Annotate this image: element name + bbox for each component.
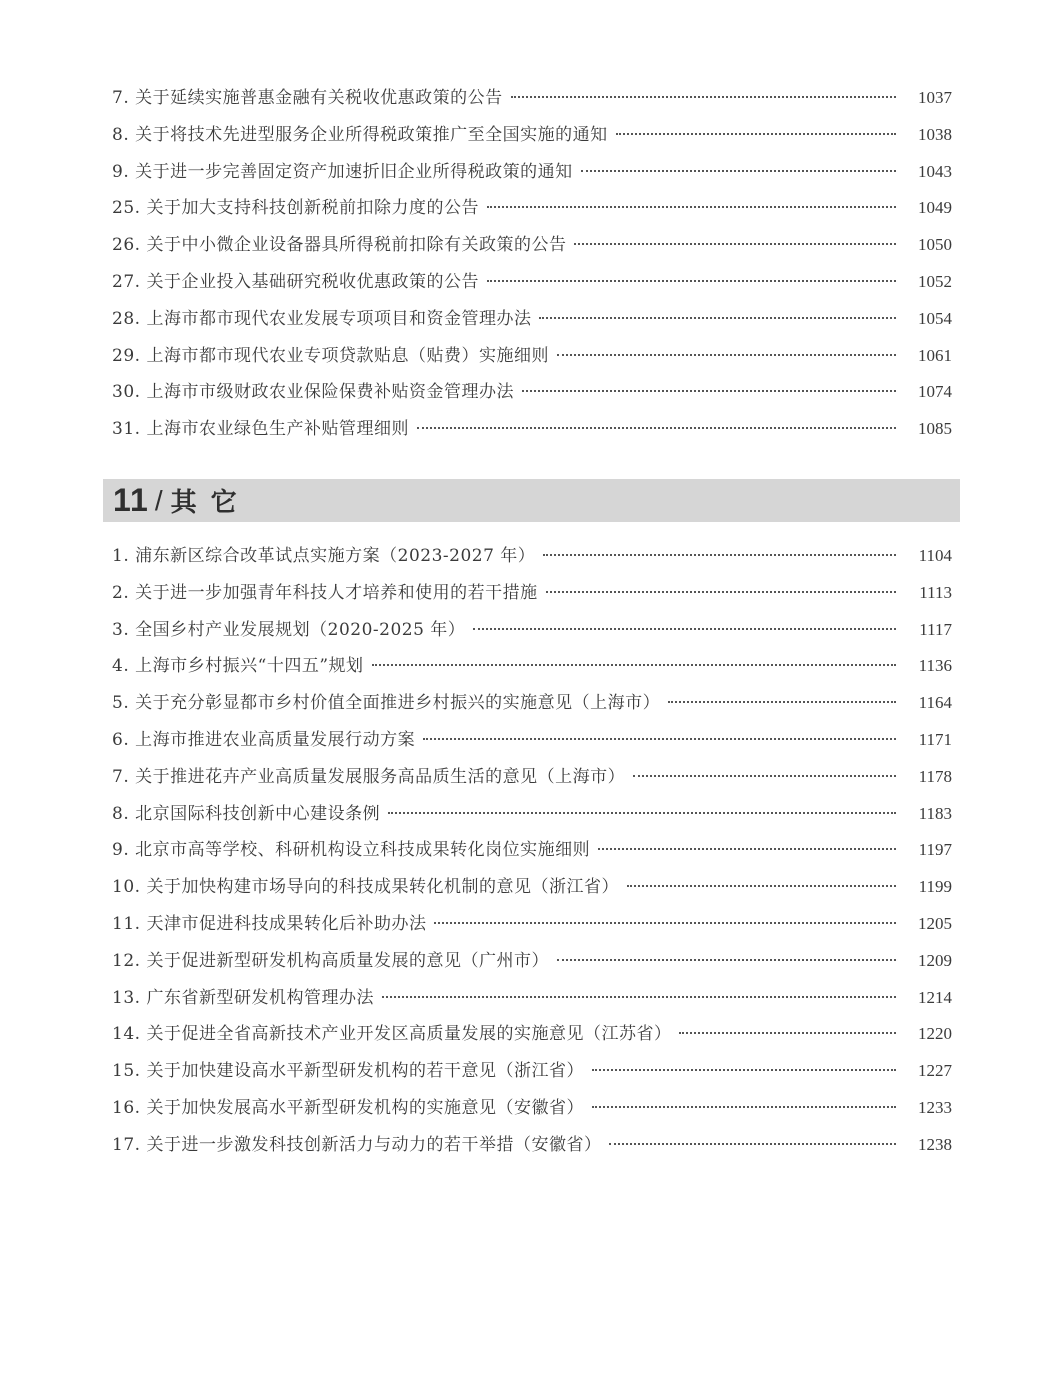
toc-leader-dots xyxy=(574,243,896,245)
toc-entry-page: 1052 xyxy=(918,271,952,291)
toc-entry[interactable] xyxy=(112,1053,952,1090)
toc-entry[interactable] xyxy=(112,411,952,448)
toc-entry[interactable] xyxy=(112,301,952,338)
toc-entry-page: 1043 xyxy=(918,161,952,181)
toc-entry-title: 5. 关于充分彰显都市乡村价值全面推进乡村振兴的实施意见（上海市） xyxy=(112,693,661,714)
toc-entry-page: 1220 xyxy=(918,1024,952,1044)
toc-entry[interactable] xyxy=(112,648,952,685)
toc-entry-title: 16. 关于加快发展高水平新型研发机构的实施意见（安徽省） xyxy=(112,1097,584,1118)
toc-entry-title: 6. 上海市推进农业高质量发展行动方案 xyxy=(112,729,416,750)
toc-entry-page: 1054 xyxy=(918,308,952,328)
toc-entry-title: 4. 上海市乡村振兴“十四五”规划 xyxy=(112,656,364,677)
toc-entry-page: 1037 xyxy=(918,88,952,107)
toc-entry[interactable] xyxy=(112,154,952,191)
toc-leader-dots xyxy=(543,554,896,556)
toc-entry[interactable] xyxy=(112,338,952,375)
toc-entry-title: 3. 全国乡村产业发展规划（2020-2025 年） xyxy=(112,619,466,640)
toc-entry-page: 1199 xyxy=(918,877,952,897)
toc-entry-page: 1171 xyxy=(918,729,952,749)
toc-entry-page: 1209 xyxy=(918,950,952,970)
toc-entry-page: 1214 xyxy=(918,987,952,1007)
toc-entry-title: 11. 天津市促进科技成果转化后补助办法 xyxy=(112,913,427,934)
toc-entry[interactable] xyxy=(112,264,952,301)
toc-entry[interactable] xyxy=(112,685,952,722)
toc-entry[interactable] xyxy=(112,906,952,943)
section-header xyxy=(103,479,960,522)
toc-entry-page: 1117 xyxy=(919,619,952,639)
toc-entry-page: 1104 xyxy=(918,546,952,565)
toc-leader-dots xyxy=(434,922,896,924)
toc-entry-page: 1049 xyxy=(918,198,952,218)
toc-leader-dots xyxy=(609,1143,896,1145)
toc-entry[interactable] xyxy=(112,759,952,796)
toc-entry-title: 13. 广东省新型研发机构管理办法 xyxy=(112,987,374,1008)
toc-entry-title: 30. 上海市市级财政农业保险保费补贴资金管理办法 xyxy=(112,382,514,403)
toc-entry[interactable] xyxy=(112,1016,952,1053)
toc-leader-dots xyxy=(598,848,896,850)
toc-entry-page: 1164 xyxy=(918,693,952,713)
toc-leader-dots xyxy=(372,664,896,666)
toc-leader-dots xyxy=(679,1032,896,1034)
toc-entry[interactable] xyxy=(112,117,952,154)
toc-leader-dots xyxy=(627,885,896,887)
section-number: 11 xyxy=(113,482,149,518)
toc-entry[interactable] xyxy=(112,1127,952,1164)
toc-entry[interactable] xyxy=(112,943,952,980)
toc-entry-title: 29. 上海市都市现代农业专项贷款贴息（贴费）实施细则 xyxy=(112,345,549,366)
toc-entry-page: 1233 xyxy=(918,1097,952,1117)
toc-entry[interactable] xyxy=(112,80,952,117)
toc-entry-title: 31. 上海市农业绿色生产补贴管理细则 xyxy=(112,419,409,440)
toc-entry[interactable] xyxy=(112,832,952,869)
toc-entry-page: 1038 xyxy=(918,124,952,144)
toc-leader-dots xyxy=(668,701,896,703)
toc-entry-page: 1136 xyxy=(918,656,952,676)
toc-entry-page: 1074 xyxy=(918,382,952,402)
toc-leader-dots xyxy=(522,390,896,392)
toc-entry-page: 1183 xyxy=(918,803,952,823)
toc-entry-title: 28. 上海市都市现代农业发展专项项目和资金管理办法 xyxy=(112,308,532,329)
toc-entry-title: 10. 关于加快构建市场导向的科技成果转化机制的意见（浙江省） xyxy=(112,877,619,898)
toc-entry-title: 9. 关于进一步完善固定资产加速折旧企业所得税政策的通知 xyxy=(112,161,573,182)
toc-leader-dots xyxy=(388,812,896,814)
toc-entry-page: 1197 xyxy=(918,840,952,860)
toc-leader-dots xyxy=(581,170,896,172)
toc-leader-dots xyxy=(423,738,896,740)
toc-leader-dots xyxy=(592,1069,896,1071)
toc-entry[interactable] xyxy=(112,980,952,1017)
toc-entry-page: 1205 xyxy=(918,913,952,933)
toc-entry-page: 1050 xyxy=(918,235,952,255)
toc-leader-dots xyxy=(633,775,896,777)
toc-entry-title: 9. 北京市高等学校、科研机构设立科技成果转化岗位实施细则 xyxy=(112,840,591,861)
toc-leader-dots xyxy=(539,317,896,319)
toc-entry-page: 1085 xyxy=(918,419,952,439)
section-slash: / xyxy=(154,484,163,516)
toc-leader-dots xyxy=(487,206,896,208)
toc-entry-title: 1. 浦东新区综合改革试点实施方案（2023-2027 年） xyxy=(112,546,536,566)
toc-entry-title: 2. 关于进一步加强青年科技人才培养和使用的若干措施 xyxy=(112,582,538,603)
toc-entry-title: 14. 关于促进全省高新技术产业开发区高质量发展的实施意见（江苏省） xyxy=(112,1024,672,1045)
toc-entry[interactable] xyxy=(112,1090,952,1127)
toc-leader-dots xyxy=(546,591,896,593)
toc-entry-title: 8. 北京国际科技创新中心建设条例 xyxy=(112,803,381,824)
toc-entry[interactable] xyxy=(112,374,952,411)
toc-entry-page: 1227 xyxy=(918,1061,952,1081)
toc-leader-dots xyxy=(592,1106,896,1108)
toc-entry[interactable] xyxy=(112,575,952,612)
toc-entry[interactable] xyxy=(112,190,952,227)
section-title: 其它 xyxy=(170,488,251,518)
toc-leader-dots xyxy=(473,628,896,630)
toc-entry-page: 1113 xyxy=(919,582,952,602)
toc-entry[interactable] xyxy=(112,538,952,575)
toc-entry[interactable] xyxy=(112,722,952,759)
toc-entry[interactable] xyxy=(112,612,952,649)
toc-entry-title: 15. 关于加快建设高水平新型研发机构的若干意见（浙江省） xyxy=(112,1061,584,1082)
toc-entry-title: 25. 关于加大支持科技创新税前扣除力度的公告 xyxy=(112,198,479,219)
toc-leader-dots xyxy=(557,959,896,961)
toc-entry-title: 26. 关于中小微企业设备器具所得税前扣除有关政策的公告 xyxy=(112,235,567,256)
toc-leader-dots xyxy=(417,427,896,429)
toc-entry[interactable] xyxy=(112,227,952,264)
toc-list-bottom xyxy=(112,538,952,1164)
toc-entry-title: 12. 关于促进新型研发机构高质量发展的意见（广州市） xyxy=(112,950,549,971)
toc-entry-page: 1178 xyxy=(918,766,952,786)
toc-leader-dots xyxy=(487,280,896,282)
toc-leader-dots xyxy=(616,133,896,135)
toc-leader-dots xyxy=(382,996,896,998)
toc-entry-title: 7. 关于推进花卉产业高质量发展服务高品质生活的意见（上海市） xyxy=(112,766,626,787)
toc-leader-dots xyxy=(511,96,896,98)
toc-entry-title: 17. 关于进一步激发科技创新活力与动力的若干举措（安徽省） xyxy=(112,1134,602,1155)
toc-entry[interactable] xyxy=(112,869,952,906)
toc-entry-page: 1061 xyxy=(918,345,952,365)
toc-leader-dots xyxy=(557,354,896,356)
toc-entry-title: 7. 关于延续实施普惠金融有关税收优惠政策的公告 xyxy=(112,88,503,108)
toc-entry[interactable] xyxy=(112,796,952,833)
toc-entry-page: 1238 xyxy=(918,1134,952,1154)
toc-entry-title: 27. 关于企业投入基础研究税收优惠政策的公告 xyxy=(112,271,479,292)
toc-entry-title: 8. 关于将技术先进型服务企业所得税政策推广至全国实施的通知 xyxy=(112,124,608,145)
toc-list-top xyxy=(112,80,952,448)
